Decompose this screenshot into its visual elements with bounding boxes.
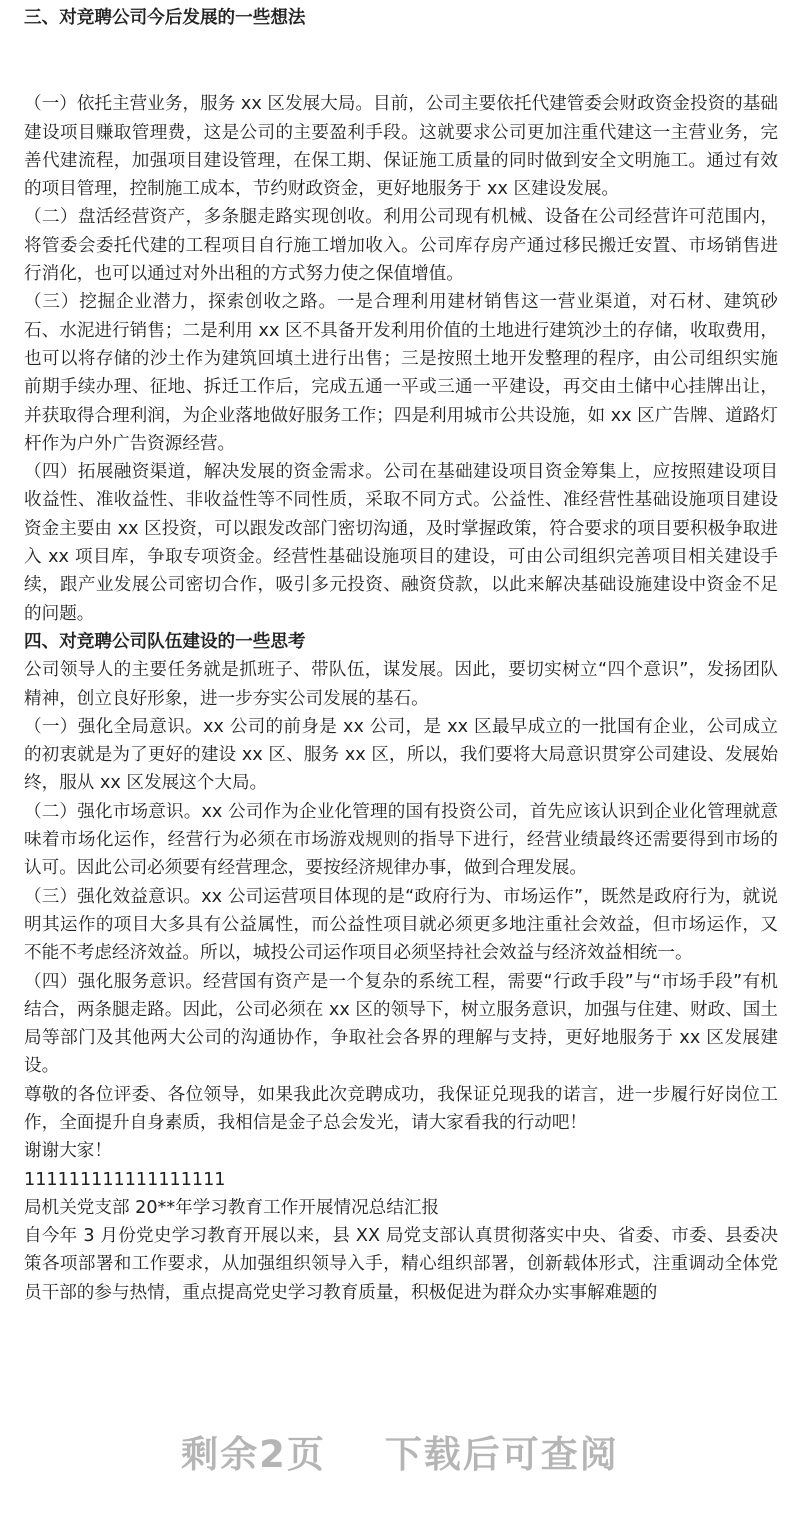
report-title: 局机关党支部 20**年学习教育工作开展情况总结汇报 (24, 1197, 440, 1218)
thanks-line: 谢谢大家！ (24, 1141, 112, 1162)
download-to-view-label[interactable]: 下载后可查阅 (384, 1433, 619, 1476)
paragraph: （三）强化效益意识。xx 公司运营项目体现的是“政府行为、市场运作”，既然是政府行为，就说明其运作的项目大多具有公益属性，而公益性项目就必须更多地注重社会效益，但市场运作，又不能不考虑经济效益。所以，城投公司运作项目必须坚持社会效益与经济效益相统一。 (24, 886, 778, 964)
paragraph: （二）盘活经营资产，多条腿走路实现创收。利用公司现有机械、设备在公司经营许可范围内，将管委会委托代建的工程项目自行施工增加收入。公司库存房产通过移民搬迁安置、市场销售进行消化，也可以通过对外出租的方式努力使之保值增值。 (24, 207, 778, 285)
remaining-pages-label: 剩余2页 (181, 1433, 326, 1476)
separator-line: 111111111111111111 (24, 1169, 226, 1190)
section-heading-3: 三、对竞聘公司今后发展的一些想法 (24, 8, 306, 28)
paragraph: （三）挖掘企业潜力，探索创收之路。一是合理利用建材销售这一营业渠道，对石材、建筑砂石、水泥进行销售；二是利用 xx 区不具备开发利用价值的土地进行建筑沙土的存储，收取费用，也可以将存储的沙土作为建筑回填土进行出售；三是按照土地开发整理的程序，由公司组织实施前期手续办理、征地、拆迁工作后，完成五通一平或三通一平建设，再交由土储中心挂牌出让，并获取得合理利润，为企业落地做好服务工作；四是利用城市公共设施，如 xx 区广告牌、道路灯杆作为户外广告资源经营。 (24, 292, 778, 454)
paragraph: 公司领导人的主要任务就是抓班子、带队伍，谋发展。因此，要切实树立“四个意识”，发扬团队精神，创立良好形象，进一步夯实公司发展的基石。 (24, 660, 778, 709)
document-body (24, 4, 778, 1307)
paragraph: （一）依托主营业务，服务 xx 区发展大局。目前，公司主要依托代建管委会财政资金投资的基础建设项目赚取管理费，这是公司的主要盈利手段。这就要求公司更加注重代建这一主营业务，完善代建流程，加强项目建设管理，在保工期、保证施工质量的同时做到安全文明施工。通过有效的项目管理，控制施工成本，节约财政资金，更好地服务于 xx 区建设发展。 (24, 94, 778, 200)
download-prompt[interactable] (0, 1424, 800, 1478)
closing-paragraph: 尊敬的各位评委、各位领导，如果我此次竞聘成功，我保证兑现我的诺言，进一步履行好岗位工作，全面提升自身素质，我相信是金子总会发光，请大家看我的行动吧！ (24, 1084, 778, 1133)
paragraph: （四）拓展融资渠道，解决发展的资金需求。公司在基础建设项目资金筹集上，应按照建设项目收益性、准收益性、非收益性等不同性质，采取不同方式。公益性、准经营性基础设施项目建设资金主要由 xx 区投资，可以跟发改部门密切沟通，及时掌握政策，符合要求的项目要积极争取进入 xx 项目库，争取专项资金。经营性基础设施项目的建设，可由公司组织完善项目相关建设手续，跟产业发展公司密切合作，吸引多元投资、融资贷款，以此来解决基础设施建设中资金不足的问题。 (24, 462, 778, 624)
paragraph: （一）强化全局意识。xx 公司的前身是 xx 公司，是 xx 区最早成立的一批国有企业，公司成立的初衷就是为了更好的建设 xx 区、服务 xx 区，所以，我们要将大局意识贯穿公司建设、发展始终，服从 xx 区发展这个大局。 (24, 716, 778, 794)
paragraph: （四）强化服务意识。经营国有资产是一个复杂的系统工程，需要“行政手段”与“市场手段”有机结合，两条腿走路。因此，公司必须在 xx 区的领导下，树立服务意识，加强与住建、财政、国土局等部门及其他两大公司的沟通协作，争取社会各界的理解与支持，更好地服务于 xx 区发展建设。 (24, 971, 778, 1077)
blank-gap (24, 32, 778, 90)
paragraph: （二）强化市场意识。xx 公司作为企业化管理的国有投资公司，首先应该认识到企业化管理就意味着市场化运作，经营行为必须在市场游戏规则的指导下进行，经营业绩最终还需要得到市场的认可。因此公司必须要有经营理念，要按经济规律办事，做到合理发展。 (24, 801, 778, 879)
paragraph: 自今年 3 月份党史学习教育开展以来，县 XX 局党支部认真贯彻落实中央、省委、市委、县委决策各项部署和工作要求，从加强组织领导入手，精心组织部署，创新载体形式，注重调动全体党员干部的参与热情，重点提高党史学习教育质量，积极促进为群众办实事解难题的 (24, 1226, 778, 1303)
section-heading-4: 四、对竞聘公司队伍建设的一些思考 (24, 631, 306, 652)
